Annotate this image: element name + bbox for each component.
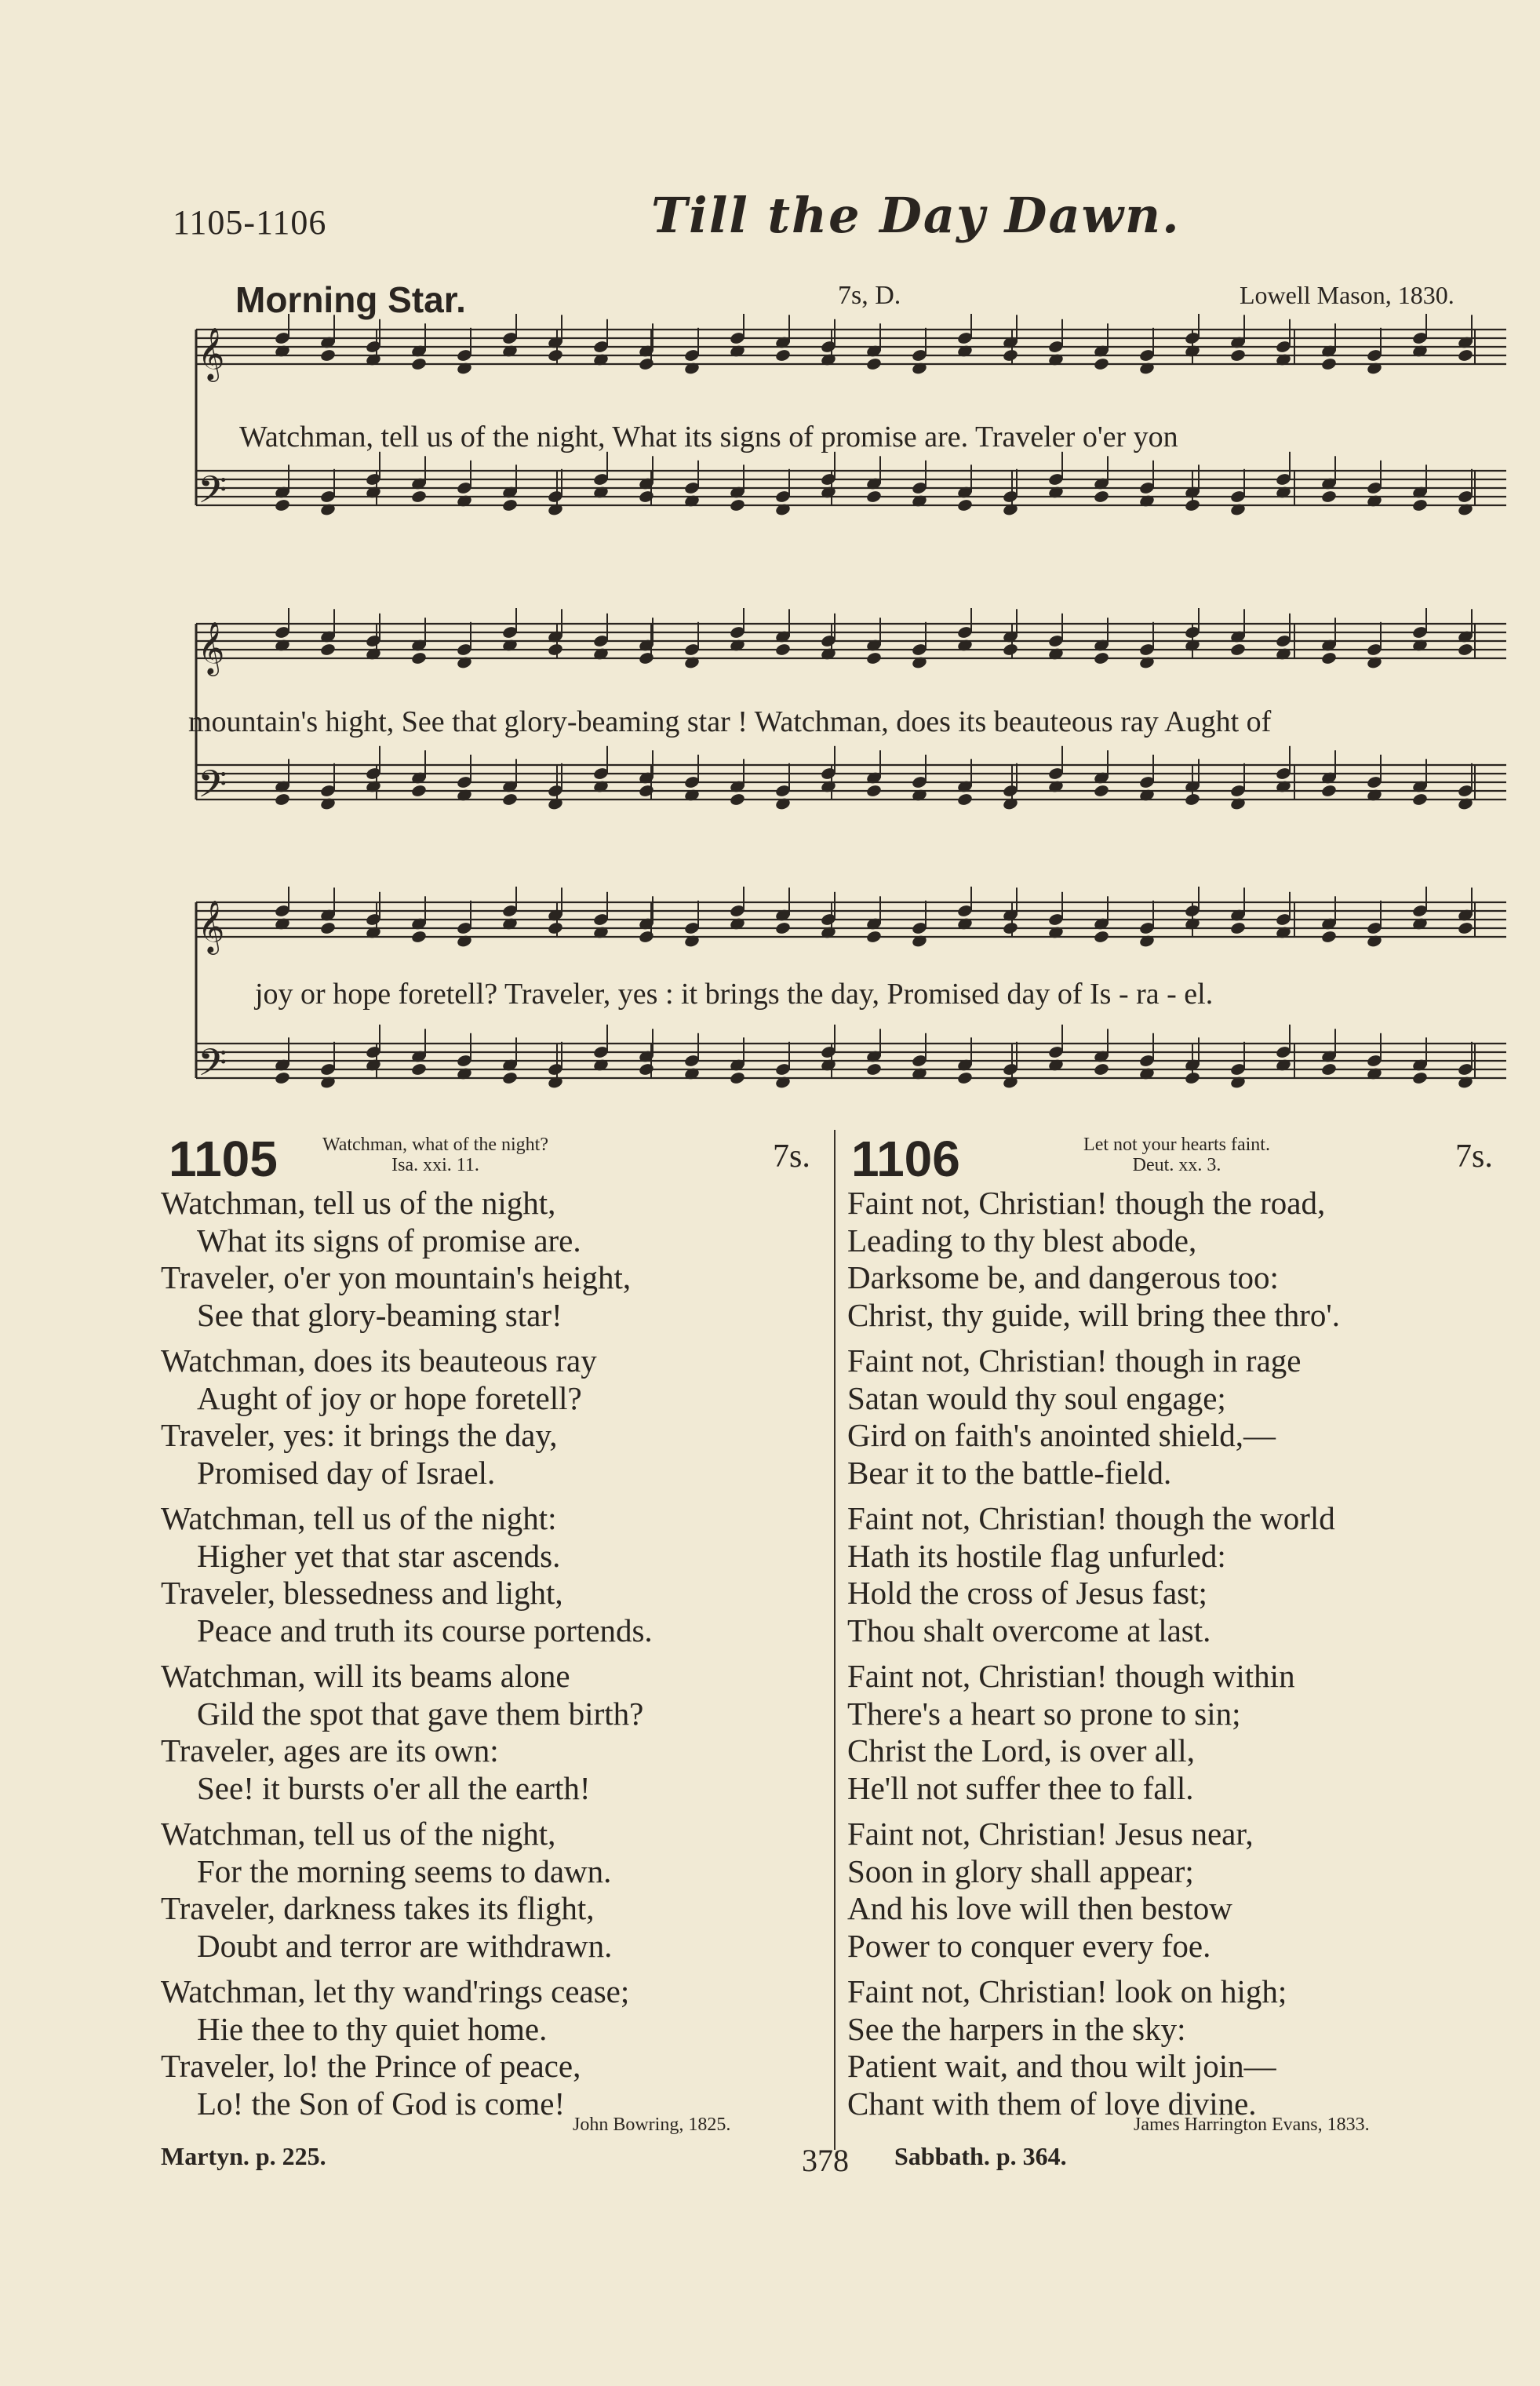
verse-line: Doubt and terror are withdrawn. xyxy=(197,1927,613,1964)
note-head xyxy=(865,784,882,798)
note-head xyxy=(638,490,654,504)
note-head xyxy=(956,1071,973,1085)
tune-reference: Martyn. p. 225. xyxy=(161,2142,326,2170)
stanza xyxy=(161,1342,828,1492)
note-head xyxy=(956,498,973,512)
page-title: Till the Day Dawn. xyxy=(651,187,1181,244)
verse-line: What its signs of promise are. xyxy=(197,1222,581,1259)
lyric-line-1: Watchman, tell us of the night, What its signs of promise are. Traveler o'er yon xyxy=(239,421,1178,454)
verse-line: He'll not suffer thee to fall. xyxy=(847,1769,1194,1806)
note-head xyxy=(956,792,973,807)
verse-line: Promised day of Israel. xyxy=(197,1454,496,1491)
treble-clef-icon: 𝄞 xyxy=(198,326,225,380)
note-head xyxy=(1320,651,1337,665)
verse-line: Lo! the Son of God is come! xyxy=(197,2085,566,2122)
note-head xyxy=(547,643,563,657)
note-head xyxy=(274,498,290,512)
stanza xyxy=(847,1816,1514,1965)
note-head xyxy=(638,1062,654,1076)
note-head xyxy=(1229,643,1246,657)
note-head xyxy=(1093,784,1109,798)
note-head xyxy=(501,498,518,512)
verse-line: Traveler, ages are its own: xyxy=(161,1732,499,1769)
verse-line: Traveler, blessedness and light, xyxy=(161,1575,563,1611)
note-head xyxy=(274,792,290,807)
note-head xyxy=(1002,643,1018,657)
note-head xyxy=(1457,348,1473,362)
bass-clef-icon: 𝄢 xyxy=(198,762,228,815)
note-head xyxy=(1411,498,1428,512)
verse-line: Peace and truth its course portends. xyxy=(197,1612,653,1648)
note-head xyxy=(319,921,336,935)
tune-meter: 7s, D. xyxy=(838,281,901,310)
note-head xyxy=(1320,1062,1337,1076)
hymn-title: Watchman, what of the night? Isa. xxi. 11. xyxy=(322,1135,548,1175)
note-head xyxy=(1457,921,1473,935)
bass-clef-icon: 𝄢 xyxy=(198,468,228,521)
note-head xyxy=(1093,357,1109,371)
note-head xyxy=(1411,792,1428,807)
verse-line: Watchman, let thy wand'rings cease; xyxy=(161,1973,630,2009)
note-head xyxy=(410,651,427,665)
stanza xyxy=(847,1342,1514,1492)
note-head xyxy=(638,930,654,944)
lyric-line-2: mountain's hight, See that glory-beaming star ! Watchman, does its beauteous ray Aught of xyxy=(188,705,1272,738)
page-range: 1105-1106 xyxy=(173,203,327,242)
verse-line: Faint not, Christian! though within xyxy=(847,1658,1295,1694)
verse-line: Faint not, Christian! though in rage xyxy=(847,1342,1302,1379)
stanza xyxy=(161,1973,828,2122)
note-head xyxy=(1002,921,1018,935)
verse-line: Gird on faith's anointed shield,— xyxy=(847,1417,1276,1453)
note-head xyxy=(319,348,336,362)
verse-line: Christ the Lord, is over all, xyxy=(847,1732,1195,1769)
note-head xyxy=(1184,1071,1200,1085)
verse-line: Traveler, yes: it brings the day, xyxy=(161,1417,558,1453)
verse-line: Aught of joy or hope foretell? xyxy=(197,1379,582,1416)
note-head xyxy=(1093,651,1109,665)
verse-line: For the morning seems to dawn. xyxy=(197,1852,612,1889)
note-head xyxy=(774,921,791,935)
verse-line: See! it bursts o'er all the earth! xyxy=(197,1769,591,1806)
hymn-number: 1106 xyxy=(851,1131,960,1187)
tune-name: Morning Star. xyxy=(235,279,466,320)
note-head xyxy=(729,498,745,512)
note-head xyxy=(410,490,427,504)
note-head xyxy=(410,784,427,798)
verse-line: Chant with them of love divine. xyxy=(847,2085,1257,2122)
verse-line: Gild the spot that gave them birth? xyxy=(197,1695,644,1732)
verse-line: Faint not, Christian! look on high; xyxy=(847,1973,1287,2009)
hymn-verses xyxy=(847,1185,1514,2131)
note-head xyxy=(410,930,427,944)
verse-line: Darksome be, and dangerous too: xyxy=(847,1259,1279,1295)
note-head xyxy=(1229,348,1246,362)
tune-reference: Sabbath. p. 364. xyxy=(894,2142,1067,2170)
verse-line: Christ, thy guide, will bring thee thro'. xyxy=(847,1296,1341,1333)
page-number: 378 xyxy=(802,2143,849,2178)
hymn-meter: 7s. xyxy=(1455,1138,1493,1175)
lyric-line-3: joy or hope foretell? Traveler, yes : it brings the day, Promised day of Is - ra - el. xyxy=(255,978,1214,1011)
hymn-title: Let not your hearts faint. Deut. xx. 3. xyxy=(1083,1135,1270,1175)
verse-line: Hold the cross of Jesus fast; xyxy=(847,1575,1207,1611)
verse-line: Hath its hostile flag unfurled: xyxy=(847,1537,1226,1574)
hymn-number: 1105 xyxy=(169,1131,278,1187)
verse-line: And his love will then bestow xyxy=(847,1890,1232,1926)
hymn-verses xyxy=(161,1185,828,2131)
verse-line: Bear it to the battle-field. xyxy=(847,1454,1172,1491)
verse-line: Watchman, tell us of the night, xyxy=(161,1816,556,1852)
note-head xyxy=(1093,1062,1109,1076)
verse-line: There's a heart so prone to sin; xyxy=(847,1695,1241,1732)
verse-line: Watchman, tell us of the night, xyxy=(161,1185,556,1221)
stanza xyxy=(161,1500,828,1649)
note-head xyxy=(865,651,882,665)
verse-line: See that glory-beaming star! xyxy=(197,1296,562,1333)
note-head xyxy=(865,1062,882,1076)
note-head xyxy=(547,921,563,935)
note-head xyxy=(319,643,336,657)
note-head xyxy=(1093,930,1109,944)
stanza xyxy=(847,1185,1514,1334)
hymn-author: John Bowring, 1825. xyxy=(573,2115,731,2135)
verse-line: Soon in glory shall appear; xyxy=(847,1852,1194,1889)
verse-line: Watchman, will its beams alone xyxy=(161,1658,570,1694)
note-head xyxy=(1184,792,1200,807)
note-head xyxy=(1229,921,1246,935)
note-head xyxy=(774,348,791,362)
verse-line: Higher yet that star ascends. xyxy=(197,1537,561,1574)
bass-clef-icon: 𝄢 xyxy=(198,1040,228,1094)
note-head xyxy=(410,1062,427,1076)
tune-composer: Lowell Mason, 1830. xyxy=(1240,281,1454,309)
note-head xyxy=(1411,1071,1428,1085)
note-head xyxy=(729,792,745,807)
verse-line: See the harpers in the sky: xyxy=(847,2010,1186,2047)
note-head xyxy=(410,357,427,371)
note-head xyxy=(865,490,882,504)
note-head xyxy=(547,348,563,362)
verse-line: Patient wait, and thou wilt join— xyxy=(847,2048,1276,2084)
verse-line: Power to conquer every foe. xyxy=(847,1927,1211,1964)
verse-line: Faint not, Christian! Jesus near, xyxy=(847,1816,1254,1852)
note-head xyxy=(1002,348,1018,362)
verse-line: Watchman, does its beauteous ray xyxy=(161,1342,597,1379)
stanza xyxy=(847,1973,1514,2122)
stanza xyxy=(161,1658,828,1807)
verse-line: Traveler, lo! the Prince of peace, xyxy=(161,2048,581,2084)
verse-line: Faint not, Christian! though the world xyxy=(847,1500,1335,1536)
note-head xyxy=(1320,784,1337,798)
verse-line: Satan would thy soul engage; xyxy=(847,1379,1226,1416)
note-head xyxy=(774,643,791,657)
note-head xyxy=(501,1071,518,1085)
stanza xyxy=(847,1500,1514,1649)
hymn-author: James Harrington Evans, 1833. xyxy=(1134,2115,1370,2135)
note-head xyxy=(865,357,882,371)
stanza xyxy=(161,1816,828,1965)
note-head xyxy=(729,1071,745,1085)
treble-clef-icon: 𝄞 xyxy=(198,621,225,674)
note-head xyxy=(1320,930,1337,944)
verse-line: Watchman, tell us of the night: xyxy=(161,1500,557,1536)
column-divider xyxy=(834,1130,836,2150)
stanza xyxy=(161,1185,828,1334)
note-head xyxy=(274,1071,290,1085)
stanza xyxy=(847,1658,1514,1807)
note-head xyxy=(501,792,518,807)
note-head xyxy=(638,357,654,371)
note-head xyxy=(638,784,654,798)
note-head xyxy=(1320,357,1337,371)
hymn-meter: 7s. xyxy=(773,1138,810,1175)
note-head xyxy=(1184,498,1200,512)
treble-clef-icon: 𝄞 xyxy=(198,899,225,953)
note-head xyxy=(1457,643,1473,657)
note-head xyxy=(1093,490,1109,504)
verse-line: Thou shalt overcome at last. xyxy=(847,1612,1211,1648)
verse-line: Leading to thy blest abode, xyxy=(847,1222,1197,1259)
verse-line: Traveler, o'er yon mountain's height, xyxy=(161,1259,632,1295)
verse-line: Hie thee to thy quiet home. xyxy=(197,2010,548,2047)
note-head xyxy=(1320,490,1337,504)
note-head xyxy=(638,651,654,665)
note-head xyxy=(865,930,882,944)
verse-line: Traveler, darkness takes its flight, xyxy=(161,1890,595,1926)
verse-line: Faint not, Christian! though the road, xyxy=(847,1185,1326,1221)
